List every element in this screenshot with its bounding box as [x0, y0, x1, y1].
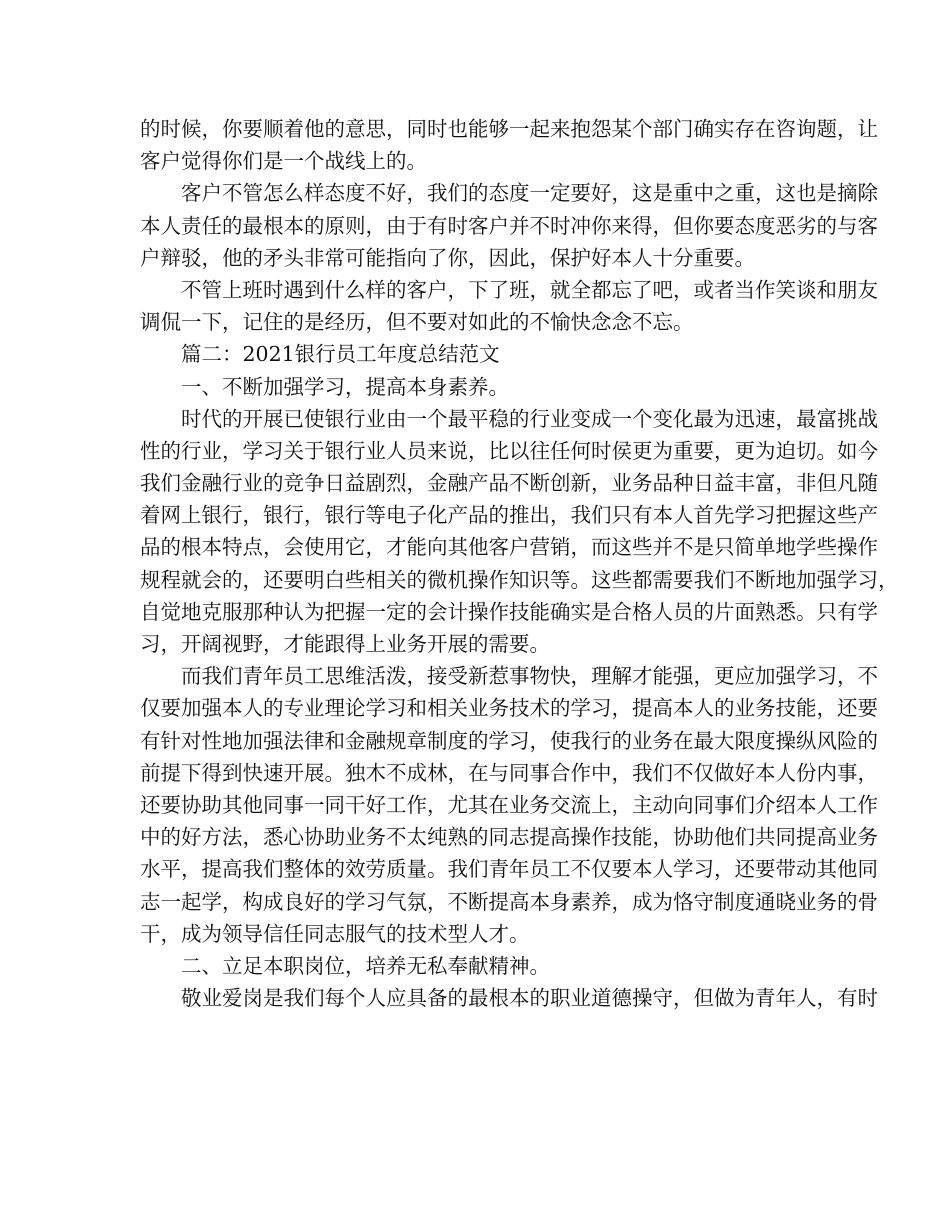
- text-line: 户辩驳，他的矛头非常可能指向了你，因此，保护好本人十分重要。: [140, 245, 755, 270]
- document-body: [140, 113, 899, 1014]
- text-line: 一、不断加强学习，提高本身素养。: [181, 374, 509, 399]
- text-line: 客户觉得你们是一个战线上的。: [140, 149, 427, 174]
- text-line: 时代的开展已使银行业由一个最平稳的行业变成一个变化最为迅速，最富挑战: [181, 406, 878, 431]
- text-line: 不管上班时遇到什么样的客户，下了班，就全都忘了吧，或者当作笑谈和朋友: [181, 277, 878, 302]
- text-line: 中的好方法，悉心协助业务不太纯熟的同志提高操作技能，协助他们共同提高业务: [140, 825, 878, 850]
- text-line: 前提下得到快速开展。独木不成林，在与同事合作中，我们不仅做好本人份内事，: [140, 760, 878, 785]
- text-line: 调侃一下，记住的是经历，但不要对如此的不愉快念念不忘。: [140, 310, 694, 335]
- text-line: 的时候，你要顺着他的意思，同时也能够一起来抱怨某个部门确实存在咨询题，让: [140, 117, 878, 141]
- text-line: 敬业爱岗是我们每个人应具备的最根本的职业道德操守，但做为青年人，有时: [181, 986, 878, 1011]
- text-line: 还要协助其他同事一同干好工作，尤其在业务交流上，主动向同事们介绍本人工作: [140, 792, 878, 817]
- text-line: 客户不管怎么样态度不好，我们的态度一定要好，这是重中之重，这也是摘除: [181, 181, 878, 206]
- text-line: 本人责任的最根本的原则，由于有时客户并不时冲你来得，但你要态度恶劣的与客: [140, 213, 878, 238]
- text-line: 有针对性地加强法律和金融规章制度的学习，使我行的业务在最大限度操纵风险的: [140, 728, 878, 753]
- text-line: 自觉地克服那种认为把握一定的会计操作技能确实是合格人员的片面熟悉。只有学: [140, 599, 878, 624]
- text-line: 性的行业，学习关于银行业人员来说，比以往任何时侯更为重要，更为迫切。如今: [140, 438, 878, 463]
- text-line: 干，成为领导信任同志服气的技术型人才。: [140, 921, 530, 946]
- text-line: 规程就会的，还要明白些相关的微机操作知识等。这些都需要我们不断地加强学习，: [140, 567, 899, 592]
- text-line: 而我们青年员工思维活泼，接受新惹事物快，理解才能强，更应加强学习，不: [181, 664, 878, 689]
- text-line: 二、立足本职岗位，培养无私奉献精神。: [181, 953, 550, 978]
- text-line: 志一起学，构成良好的学习气氛，不断提高本身素养，成为恪守制度通晓业务的骨: [140, 889, 878, 914]
- text-line: 我们金融行业的竞争日益剧烈，金融产品不断创新，业务品种日益丰富，非但凡随: [140, 471, 878, 496]
- text-line: 水平，提高我们整体的效劳质量。我们青年员工不仅要本人学习，还要带动其他同: [140, 857, 878, 882]
- text-line: 仅要加强本人的专业理论学习和相关业务技术的学习，提高本人的业务技能，还要: [140, 696, 878, 721]
- text-line: 习，开阔视野，才能跟得上业务开展的需要。: [140, 632, 550, 656]
- text-line: 篇二：2021银行员工年度总结范文: [181, 342, 500, 367]
- text-line: 着网上银行，银行，银行等电子化产品的推出，我们只有本人首先学习把握这些产: [140, 503, 878, 528]
- text-line: 品的根本特点，会使用它，才能向其他客户营销，而这些并不是只简单地学些操作: [140, 535, 878, 560]
